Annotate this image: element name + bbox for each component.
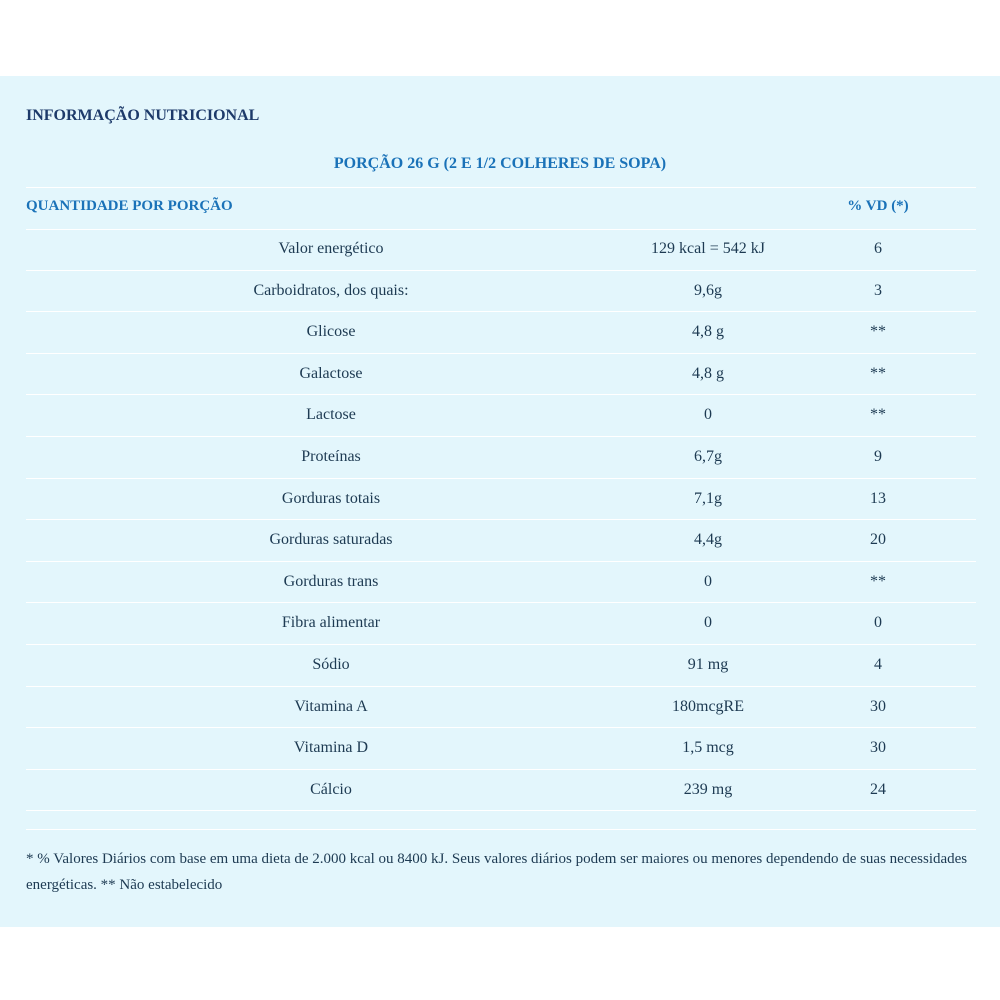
nutrient-name: Glicose <box>306 323 356 341</box>
nutrient-amount: 0 <box>704 406 712 424</box>
nutrient-name: Valor energético <box>278 240 384 257</box>
table-header <box>26 188 976 229</box>
nutrient-daily-value: 0 <box>874 614 882 632</box>
nutrient-amount: 180mcgRE <box>672 697 744 715</box>
header-daily-value: % VD (*) <box>847 198 909 214</box>
table-row <box>26 687 976 729</box>
nutrient-amount: 7,1g <box>694 489 722 507</box>
divider <box>26 829 976 830</box>
nutrient-amount: 4,8 g <box>692 364 724 382</box>
nutrient-name: Carboidratos, dos quais: <box>253 281 409 299</box>
table-row <box>26 312 976 354</box>
nutrient-daily-value: 30 <box>870 739 886 757</box>
nutrient-amount: 0 <box>704 572 712 590</box>
nutrient-name: Gorduras saturadas <box>269 531 393 549</box>
portion-size: PORÇÃO 26 G (2 E 1/2 COLHERES DE SOPA) <box>333 155 667 172</box>
nutrient-name: Proteínas <box>301 447 361 465</box>
footnote: * % Valores Diários com base em uma dieta de 2.000 kcal ou 8400 kJ. Seus valores diários podem ser maiores ou menores dependendo de suas necessidades energéticas. ** Não estabelecido <box>26 851 968 893</box>
nutrient-daily-value: 3 <box>874 281 882 299</box>
table-row <box>26 354 976 396</box>
nutrient-daily-value: 6 <box>874 240 882 257</box>
nutrient-daily-value: 13 <box>870 489 886 507</box>
table-row <box>26 271 976 313</box>
nutrient-daily-value: ** <box>870 406 886 424</box>
table-row <box>26 645 976 687</box>
nutrient-name: Cálcio <box>310 780 352 798</box>
nutrient-amount: 6,7g <box>694 447 722 465</box>
nutrient-name: Sódio <box>312 655 350 673</box>
table-row <box>26 229 976 271</box>
nutrient-amount: 239 mg <box>683 780 733 798</box>
nutrient-name: Lactose <box>306 406 356 424</box>
nutrient-name: Fibra alimentar <box>281 614 381 632</box>
nutrient-amount: 4,8 g <box>692 323 724 341</box>
table-row <box>26 437 976 479</box>
nutrition-table <box>26 229 976 811</box>
table-row <box>26 728 976 770</box>
nutrient-daily-value: 24 <box>870 780 886 798</box>
nutrient-name: Vitamina D <box>293 739 369 757</box>
table-row <box>26 603 976 645</box>
table-row <box>26 395 976 437</box>
nutrient-amount: 0 <box>704 614 712 632</box>
nutrient-name: Vitamina A <box>294 697 368 715</box>
nutrient-amount: 1,5 mcg <box>682 739 734 757</box>
nutrient-daily-value: 20 <box>870 531 886 549</box>
header-quantity: QUANTIDADE POR PORÇÃO <box>26 198 233 214</box>
nutrient-daily-value: 30 <box>870 697 886 715</box>
nutrient-daily-value: ** <box>870 572 886 590</box>
nutrient-amount: 9,6g <box>694 281 722 299</box>
nutrient-daily-value: ** <box>870 323 886 341</box>
nutrition-title: INFORMAÇÃO NUTRICIONAL <box>26 107 260 124</box>
table-row <box>26 770 976 812</box>
nutrient-name: Gorduras totais <box>281 489 381 507</box>
nutrient-daily-value: 9 <box>874 447 882 465</box>
nutrient-daily-value: 4 <box>874 655 882 673</box>
nutrient-amount: 129 kcal = 542 kJ <box>651 240 765 257</box>
nutrient-amount: 4,4g <box>694 531 722 549</box>
table-row <box>26 562 976 604</box>
nutrient-name: Gorduras trans <box>283 572 379 590</box>
table-row <box>26 479 976 521</box>
nutrient-daily-value: ** <box>870 364 886 382</box>
table-row <box>26 520 976 562</box>
nutrient-amount: 91 mg <box>687 655 729 673</box>
nutrient-name: Galactose <box>299 364 363 382</box>
